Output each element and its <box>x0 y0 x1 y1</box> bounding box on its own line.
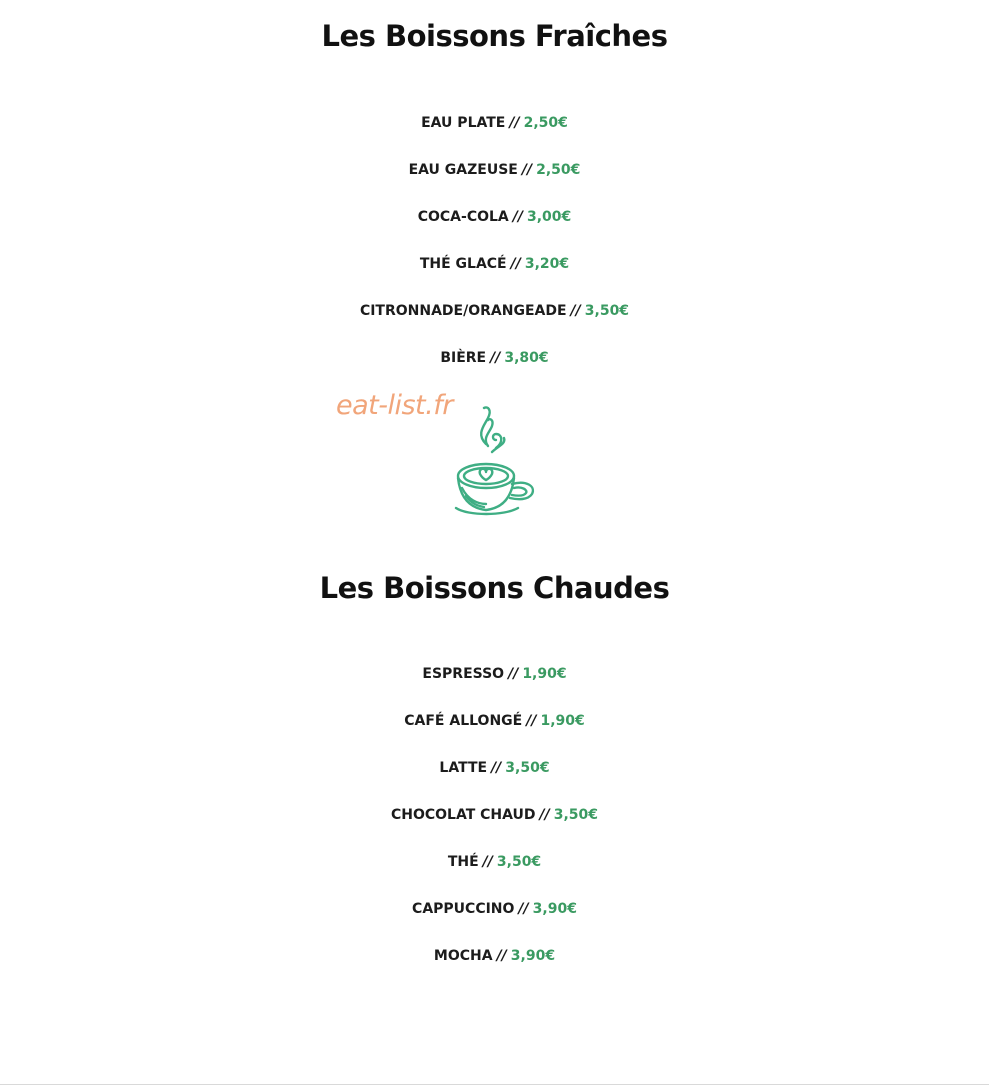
menu-item <box>0 853 989 900</box>
menu-item <box>0 947 989 994</box>
cold-drinks-title: Les Boissons Fraîches <box>321 19 668 53</box>
item-name: CAFÉ ALLONGÉ <box>404 713 523 729</box>
menu-item <box>0 114 989 161</box>
menu-item <box>0 208 989 255</box>
item-separator: // <box>521 162 533 178</box>
item-name: CITRONNADE/ORANGEADE <box>359 303 567 319</box>
item-price: 3,50€ <box>553 807 599 823</box>
item-separator: // <box>570 303 581 319</box>
item-name: COCA-COLA <box>417 209 509 225</box>
item-separator: // <box>490 350 501 366</box>
item-name: EAU GAZEUSE <box>408 162 518 178</box>
hot-drinks-title: Les Boissons Chaudes <box>319 571 670 605</box>
item-separator: // <box>539 807 550 823</box>
item-price: 3,90€ <box>532 901 577 917</box>
item-separator: // <box>510 256 521 272</box>
item-name: LATTE <box>439 760 488 776</box>
item-separator: // <box>526 713 537 729</box>
item-price: 1,90€ <box>522 666 567 682</box>
item-name: BIÈRE <box>440 350 487 366</box>
coffee-cup-icon <box>448 404 542 520</box>
menu-item <box>0 349 989 396</box>
item-name: MOCHA <box>433 948 493 964</box>
item-price: 3,50€ <box>496 854 542 870</box>
item-separator: // <box>482 854 493 870</box>
item-name: EAU PLATE <box>421 115 506 131</box>
item-name: CAPPUCCINO <box>412 901 515 917</box>
item-price: 2,50€ <box>536 162 581 178</box>
menu-item <box>0 161 989 208</box>
item-price: 3,50€ <box>505 760 550 776</box>
menu-item <box>0 255 989 302</box>
item-price: 3,50€ <box>584 303 630 319</box>
item-separator: // <box>512 209 523 225</box>
item-separator: // <box>491 760 502 776</box>
menu-item <box>0 900 989 947</box>
cold-drinks-list <box>0 114 989 396</box>
item-price: 3,80€ <box>504 350 549 366</box>
menu-item <box>0 759 989 806</box>
item-price: 1,90€ <box>540 713 585 729</box>
watermark-text: eat-list.fr <box>336 390 453 421</box>
item-separator: // <box>518 901 529 917</box>
item-separator: // <box>509 115 520 131</box>
item-name: THÉ GLACÉ <box>419 256 507 272</box>
item-name: CHOCOLAT CHAUD <box>390 807 536 823</box>
item-separator: // <box>508 666 519 682</box>
menu-item <box>0 665 989 712</box>
item-price: 3,90€ <box>510 948 556 964</box>
item-name: THÉ <box>447 854 479 870</box>
menu-item <box>0 712 989 759</box>
item-price: 3,20€ <box>524 256 570 272</box>
item-price: 3,00€ <box>526 209 572 225</box>
bottom-divider <box>0 1084 989 1085</box>
hot-drinks-list <box>0 665 989 994</box>
item-separator: // <box>496 948 507 964</box>
item-name: ESPRESSO <box>422 666 505 682</box>
menu-item <box>0 302 989 349</box>
menu-item <box>0 806 989 853</box>
item-price: 2,50€ <box>523 115 568 131</box>
